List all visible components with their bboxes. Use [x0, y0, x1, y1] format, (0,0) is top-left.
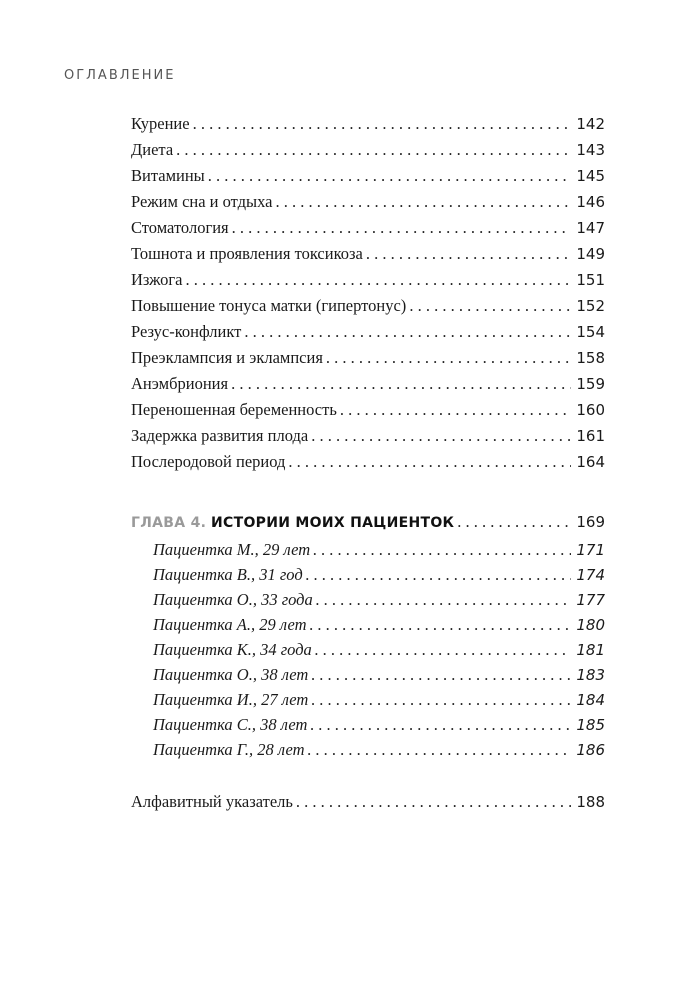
chapter-title [131, 510, 454, 536]
toc-entry-title: Изжога [131, 270, 183, 289]
toc-entry[interactable] [131, 215, 605, 241]
patient-entry-title: Пациентка М., 29 лет [153, 540, 311, 559]
leader-dots [409, 293, 571, 319]
patient-entry[interactable] [153, 737, 605, 762]
patient-entry[interactable] [153, 612, 605, 637]
leader-dots [296, 789, 571, 815]
toc-entry-page: 151 [576, 271, 605, 289]
toc-entry[interactable] [131, 319, 605, 345]
patient-entry-page: 171 [576, 541, 605, 559]
leader-dots [232, 215, 571, 241]
toc-entry-page: 145 [576, 167, 605, 185]
patient-entry-page: 185 [576, 716, 605, 734]
patient-entry[interactable] [153, 587, 605, 612]
leader-dots [310, 712, 571, 737]
leader-dots [244, 319, 571, 345]
index-entry[interactable] [131, 789, 605, 815]
toc-entry[interactable] [131, 293, 605, 319]
toc-entry-title: Задержка развития плода [131, 426, 309, 445]
patient-entry-page: 184 [576, 691, 605, 709]
leader-dots [315, 637, 571, 662]
chapter-name: ИСТОРИИ МОИХ ПАЦИЕНТОК [211, 515, 455, 531]
chapter-label: ГЛАВА 4. [131, 515, 207, 531]
index-entry-title: Алфавитный указатель [131, 792, 293, 811]
toc-entry-page: 164 [576, 453, 605, 471]
toc-chapter [131, 509, 605, 535]
leader-dots [276, 189, 572, 215]
toc-entry[interactable] [131, 111, 605, 137]
leader-dots [208, 163, 571, 189]
patient-entry[interactable] [153, 562, 605, 587]
toc-entry[interactable] [131, 449, 605, 475]
toc-entry[interactable] [131, 371, 605, 397]
patient-entry-page: 186 [576, 741, 605, 759]
toc-entry[interactable] [131, 267, 605, 293]
chapter-entry[interactable] [131, 509, 605, 535]
toc-entry-page: 152 [576, 297, 605, 315]
leader-dots [311, 687, 571, 712]
toc-entry-page: 160 [576, 401, 605, 419]
leader-dots [311, 423, 571, 449]
patient-entry[interactable] [153, 537, 605, 562]
toc-entry-title: Преэклампсия и эклампсия [131, 348, 323, 367]
toc-entry-title: Стоматология [131, 218, 229, 237]
toc-entry-title: Курение [131, 114, 190, 133]
toc-entry-title: Послеродовой период [131, 452, 286, 471]
toc-patients [153, 537, 605, 762]
leader-dots [366, 241, 571, 267]
toc-entry-page: 159 [576, 375, 605, 393]
leader-dots [316, 587, 571, 612]
running-head: ОГЛАВЛЕНИЕ [64, 68, 176, 83]
leader-dots [457, 509, 571, 535]
patient-entry-page: 183 [576, 666, 605, 684]
toc-entry[interactable] [131, 345, 605, 371]
toc-entry-page: 154 [576, 323, 605, 341]
patient-entry[interactable] [153, 637, 605, 662]
patient-entry-title: Пациентка И., 27 лет [153, 690, 309, 709]
patient-entry-title: Пациентка О., 38 лет [153, 665, 309, 684]
toc-index [131, 789, 605, 815]
leader-dots [176, 137, 571, 163]
patient-entry[interactable] [153, 662, 605, 687]
toc-entry[interactable] [131, 163, 605, 189]
toc-entry-page: 143 [576, 141, 605, 159]
leader-dots [185, 267, 571, 293]
toc-entry-title: Анэмбриония [131, 374, 229, 393]
leader-dots [309, 612, 571, 637]
leader-dots [308, 737, 571, 762]
leader-dots [340, 397, 571, 423]
toc-entry-title: Витамины [131, 166, 205, 185]
toc-entry-page: 158 [576, 349, 605, 367]
toc-entry-page: 147 [576, 219, 605, 237]
leader-dots [231, 371, 571, 397]
toc-entry[interactable] [131, 189, 605, 215]
patient-entry-title: Пациентка О., 33 года [153, 590, 313, 609]
toc-entry-title: Диета [131, 140, 174, 159]
patient-entry[interactable] [153, 712, 605, 737]
toc-entry-page: 142 [576, 115, 605, 133]
toc-entry[interactable] [131, 137, 605, 163]
patient-entry-page: 180 [576, 616, 605, 634]
toc-entry[interactable] [131, 423, 605, 449]
patient-entry-title: Пациентка С., 38 лет [153, 715, 308, 734]
toc-entry-title: Тошнота и проявления токсикоза [131, 244, 363, 263]
toc-entry-page: 149 [576, 245, 605, 263]
patient-entry-title: Пациентка А., 29 лет [153, 615, 307, 634]
toc-entry-page: 161 [576, 427, 605, 445]
toc-entry-page: 146 [576, 193, 605, 211]
toc-entry-title: Режим сна и отдыха [131, 192, 273, 211]
toc-entry[interactable] [131, 397, 605, 423]
leader-dots [311, 662, 571, 687]
patient-entry-title: Пациентка К., 34 года [153, 640, 312, 659]
toc-entry-title: Повышение тонуса матки (гипертонус) [131, 296, 407, 315]
patient-entry-title: Пациентка Г., 28 лет [153, 740, 305, 759]
leader-dots [306, 562, 571, 587]
patient-entry-page: 177 [576, 591, 605, 609]
toc-entry[interactable] [131, 241, 605, 267]
patient-entry[interactable] [153, 687, 605, 712]
patient-entry-page: 174 [576, 566, 605, 584]
leader-dots [313, 537, 571, 562]
leader-dots [193, 111, 571, 137]
leader-dots [326, 345, 571, 371]
index-entry-page: 188 [576, 793, 605, 811]
toc-entry-title: Переношенная беременность [131, 400, 337, 419]
patient-entry-title: Пациентка В., 31 год [153, 565, 303, 584]
toc-sections [131, 111, 605, 475]
chapter-page: 169 [576, 513, 605, 531]
toc-entry-title: Резус-конфликт [131, 322, 242, 341]
patient-entry-page: 181 [576, 641, 605, 659]
leader-dots [288, 449, 571, 475]
